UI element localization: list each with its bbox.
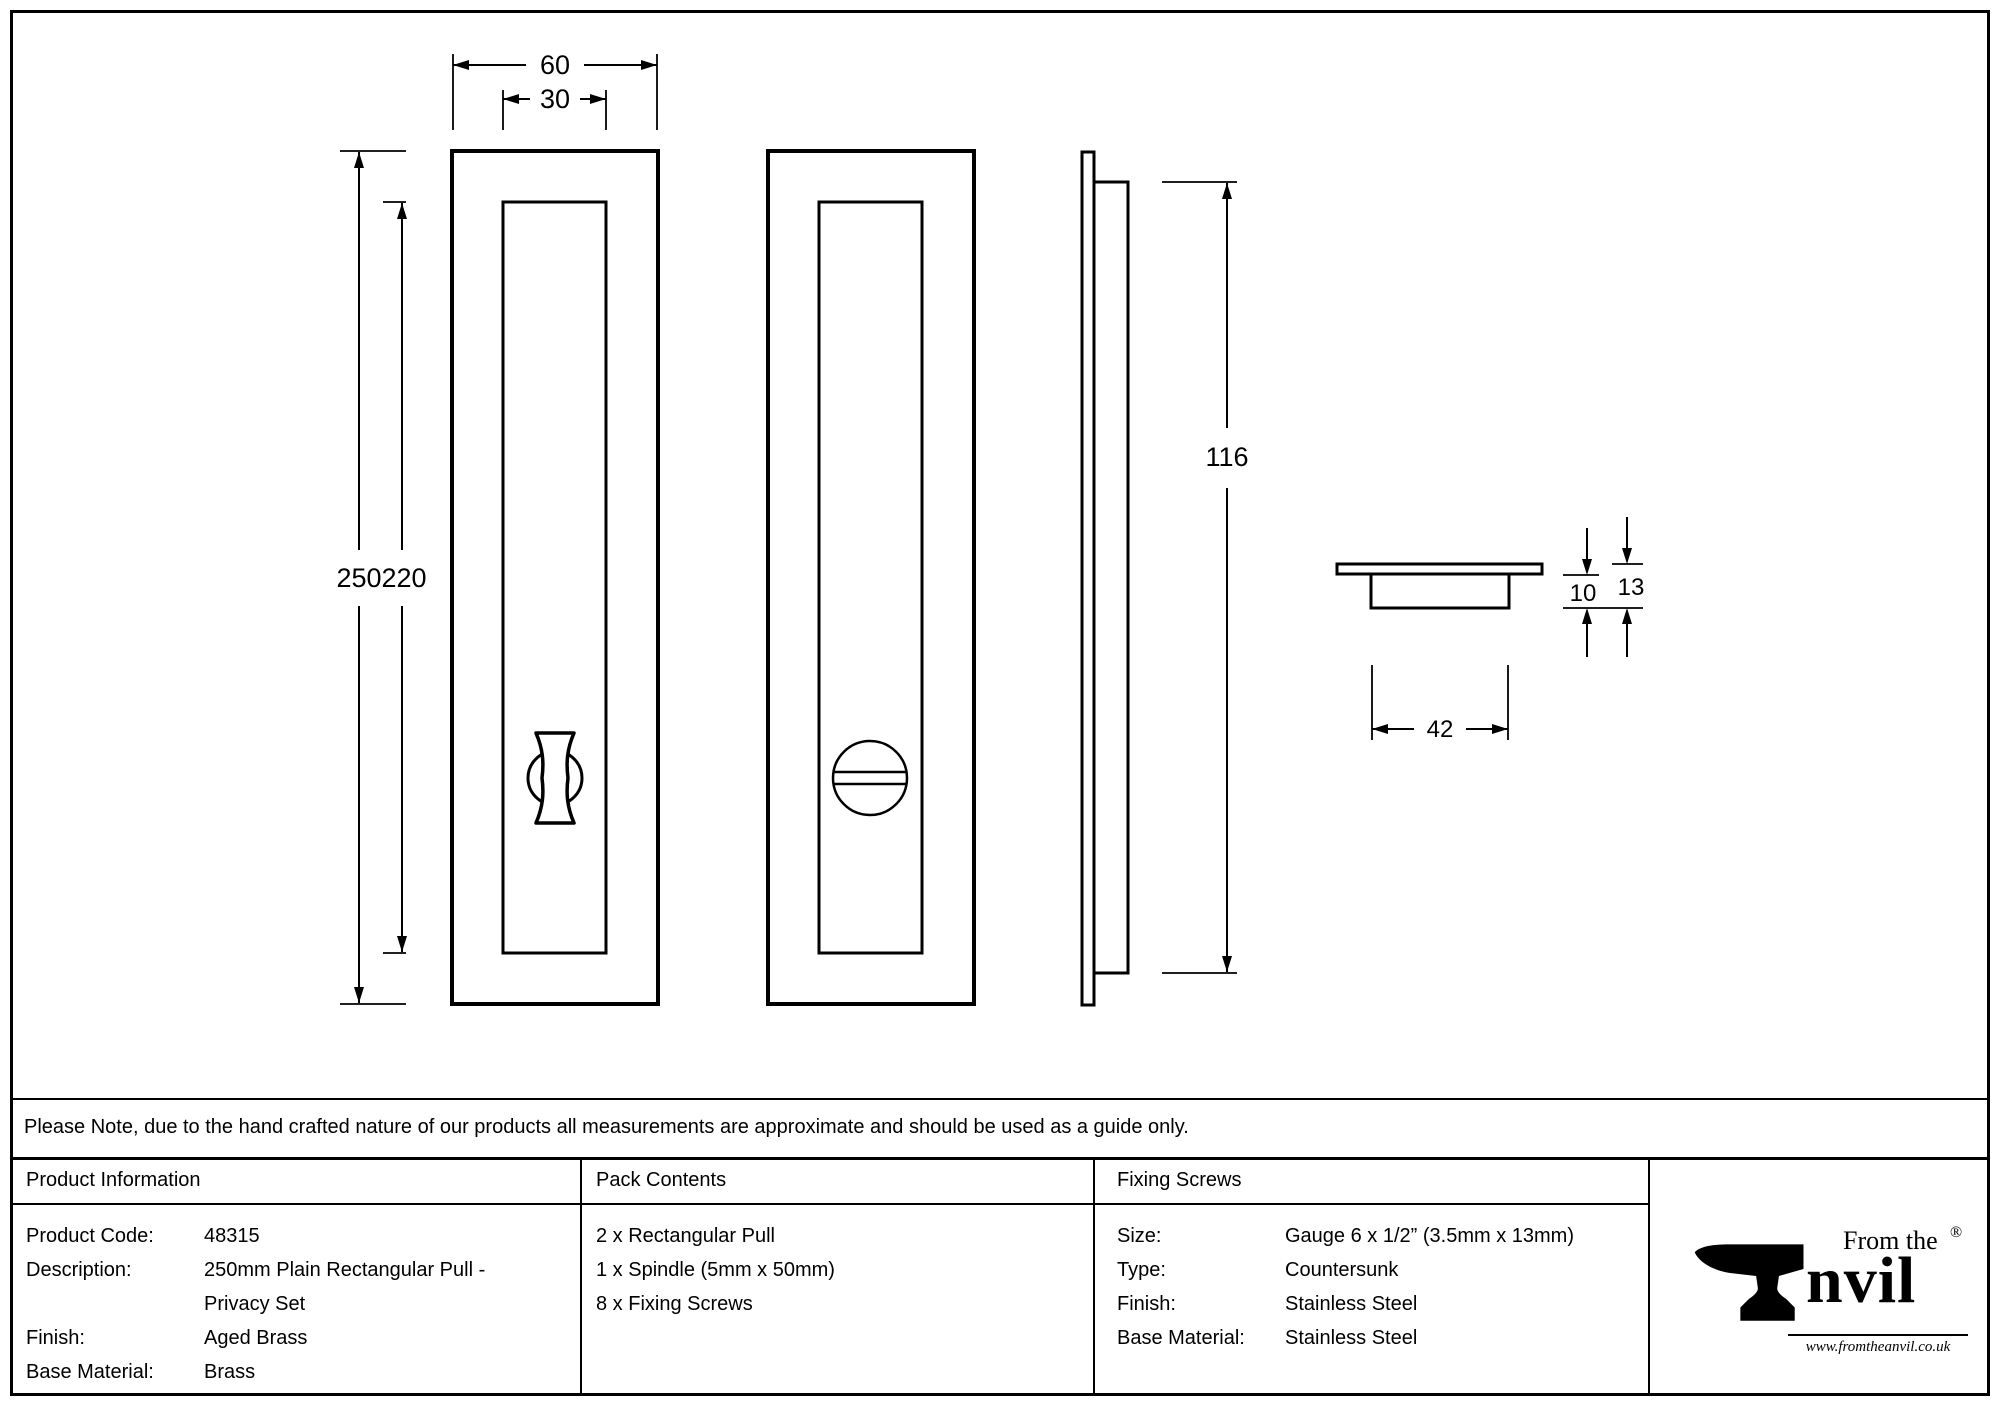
logo-brand-text: nvil	[1806, 1244, 1917, 1317]
product-code-label: Product Code:	[26, 1225, 154, 1247]
finish-value: Aged Brass	[204, 1327, 308, 1349]
side-profile-view	[1082, 152, 1128, 1005]
product-code-value: 48315	[204, 1225, 260, 1247]
pack-item-3: 8 x Fixing Screws	[596, 1293, 753, 1315]
dim-label-30: 30	[539, 84, 571, 114]
divider-col3	[1648, 1157, 1650, 1396]
description-value-line1: 250mm Plain Rectangular Pull -	[204, 1259, 486, 1281]
screw-type-label: Type:	[1117, 1259, 1166, 1281]
header-bottom-rule	[10, 1203, 1648, 1205]
table-row	[26, 1253, 566, 1287]
header-product-information: Product Information	[26, 1169, 201, 1191]
product-information-cell	[26, 1219, 566, 1389]
table-row	[1117, 1219, 1637, 1253]
logo-tagline: From the	[1843, 1226, 1938, 1255]
table-row	[1117, 1287, 1637, 1321]
description-label-cont	[26, 1287, 204, 1321]
finish-label: Finish:	[26, 1327, 85, 1349]
screw-finish-value: Stainless Steel	[1285, 1293, 1418, 1315]
pack-item-2: 1 x Spindle (5mm x 50mm)	[596, 1259, 835, 1281]
table-row	[26, 1219, 566, 1253]
dim-label-10: 10	[1569, 580, 1597, 607]
dim-total-depth	[1612, 517, 1644, 657]
dim-label-60: 60	[539, 50, 571, 80]
front-view-thumbturn-pull	[452, 151, 658, 1004]
table-row	[26, 1321, 566, 1355]
pull1-outer-plate	[452, 151, 658, 1004]
logo-website: www.fromtheanvil.co.uk	[1788, 1334, 1968, 1356]
table-row	[1117, 1321, 1637, 1355]
table-top-rule	[10, 1157, 1990, 1160]
registered-trademark-icon: ®	[1950, 1224, 1963, 1241]
dim-label-42: 42	[1426, 716, 1454, 743]
description-value-line2: Privacy Set	[204, 1293, 306, 1315]
dim-body-width	[1372, 665, 1508, 743]
header-pack-contents: Pack Contents	[596, 1169, 727, 1191]
anvil-icon	[1693, 1234, 1807, 1332]
dim-label-116: 116	[1205, 442, 1249, 472]
dim-label-13: 13	[1617, 574, 1645, 601]
screw-type-value: Countersunk	[1285, 1259, 1399, 1281]
screw-size-label: Size:	[1117, 1225, 1162, 1247]
screw-base-material-value: Stainless Steel	[1285, 1327, 1418, 1349]
divider-col1	[580, 1157, 582, 1396]
dim-inner-width	[503, 84, 606, 130]
table-row	[26, 1355, 566, 1389]
dim-side-height	[1162, 182, 1249, 973]
pull1-recess	[503, 202, 606, 953]
pack-item-1: 2 x Rectangular Pull	[596, 1225, 775, 1247]
table-row	[1117, 1253, 1637, 1287]
screw-size-value: Gauge 6 x 1/2” (3.5mm x 13mm)	[1285, 1225, 1574, 1247]
side-recessed-body	[1094, 182, 1128, 973]
pull2-outer-plate	[768, 151, 974, 1004]
cross-section-view	[1337, 564, 1542, 608]
base-material-label: Base Material:	[26, 1361, 154, 1383]
dim-inner-height	[381, 202, 426, 953]
table-row	[26, 1287, 566, 1321]
dim-label-250: 250	[336, 563, 382, 593]
base-material-value: Brass	[204, 1361, 256, 1383]
pull2-recess	[819, 202, 922, 953]
dim-label-220: 220	[381, 563, 427, 593]
section-body	[1371, 574, 1509, 608]
thumbturn-icon	[528, 733, 582, 823]
description-label: Description:	[26, 1259, 132, 1281]
fixing-screws-cell	[1117, 1219, 1637, 1355]
note-text: Please Note, due to the hand crafted nature of our products all measurements are approximate and should be used as a guide only.	[24, 1116, 1189, 1138]
screw-finish-label: Finish:	[1117, 1293, 1176, 1315]
coin-slot-icon	[833, 741, 907, 815]
side-faceplate	[1082, 152, 1094, 1005]
screw-base-material-label: Base Material:	[1117, 1327, 1245, 1349]
pack-contents-cell	[596, 1219, 1076, 1321]
divider-col2	[1093, 1157, 1095, 1396]
front-view-coin-release-pull	[768, 151, 974, 1004]
header-fixing-screws: Fixing Screws	[1117, 1169, 1242, 1191]
